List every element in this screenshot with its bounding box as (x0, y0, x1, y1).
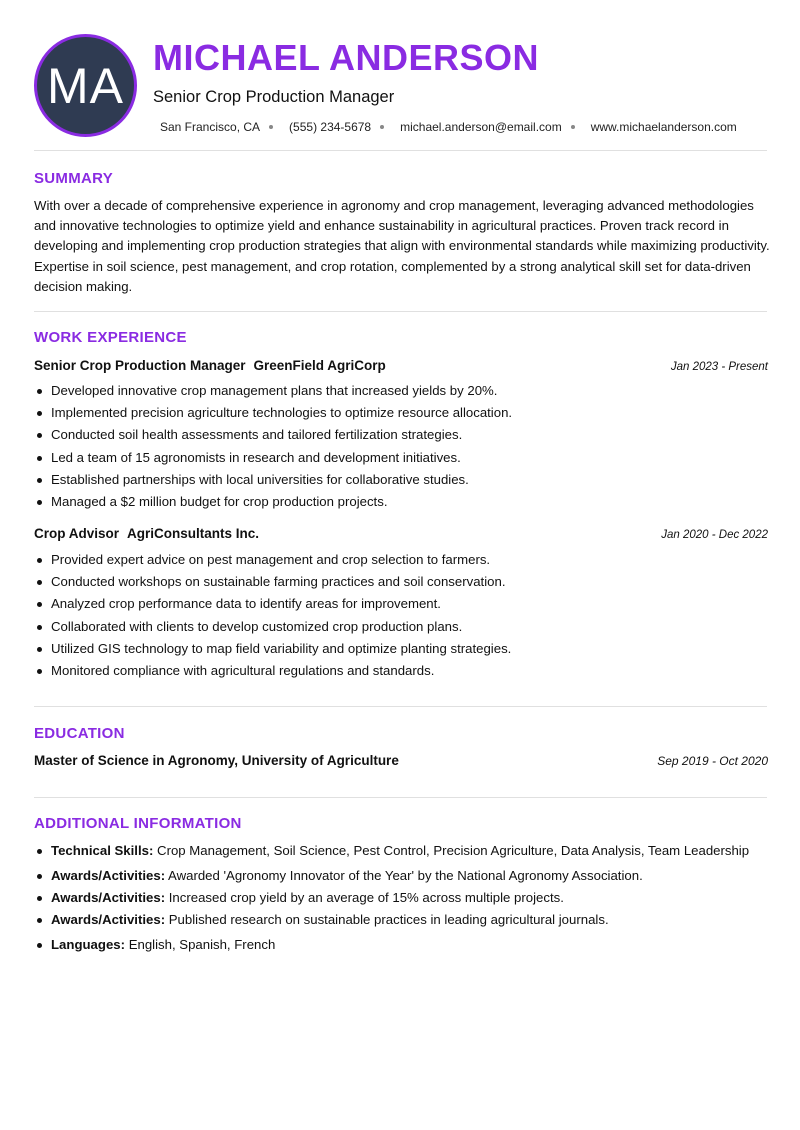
separator-dot (269, 125, 273, 129)
candidate-name: MICHAEL ANDERSON (153, 37, 540, 78)
list-item: Established partnerships with local universities for collaborative studies. (34, 469, 768, 491)
job-bullets (34, 380, 768, 513)
contact-phone: (555) 234-5678 (289, 120, 372, 134)
summary-heading: SUMMARY (34, 170, 114, 187)
list-item: Conducted workshops on sustainable farming practices and soil conservation. (34, 571, 768, 593)
avatar-initials: MA (47, 57, 124, 114)
divider (34, 706, 767, 707)
candidate-title: Senior Crop Production Manager (153, 88, 395, 106)
separator-dot (380, 125, 384, 129)
list-item (34, 841, 768, 861)
item-text: Increased crop yield by an average of 15% across multiple projects. (168, 890, 564, 905)
separator-dot (571, 125, 575, 129)
divider (34, 150, 767, 151)
list-item: Utilized GIS technology to map field variability and optimize planting strategies. (34, 638, 768, 660)
job-header (34, 526, 768, 541)
contact-email[interactable]: michael.anderson@email.com (400, 120, 562, 134)
list-item (34, 935, 768, 955)
additional-info-list (34, 841, 768, 955)
item-text: English, Spanish, French (128, 937, 276, 952)
item-label: Technical Skills: (51, 843, 154, 858)
item-text: Crop Management, Soil Science, Pest Control, Precision Agriculture, Data Analysis, Team Leadership (157, 843, 750, 858)
job-dates: Jan 2023 - Present (670, 361, 768, 373)
divider (34, 797, 767, 798)
summary-text: With over a decade of comprehensive experience in agronomy and crop management, leveraging advanced methodologies and innovative technologies to optimize yield and enhance sustainability in agricultural practices. Proven track record in developing and implementing crop production strategies that align with environmental standards while maximizing productivity. Expertise in soil science, pest management, and crop rotation, complemented by a strong analytical skill set for data-driven decision making. (34, 198, 770, 294)
job-title-line (34, 358, 386, 373)
education-heading: EDUCATION (34, 725, 125, 742)
work-experience-heading: WORK EXPERIENCE (34, 329, 187, 346)
job-bullets (34, 549, 768, 682)
list-item: Managed a $2 million budget for crop production projects. (34, 491, 768, 513)
list-item (34, 910, 768, 930)
item-label: Awards/Activities: (51, 868, 166, 883)
additional-info-heading: ADDITIONAL INFORMATION (34, 815, 242, 832)
contact-location: San Francisco, CA (160, 120, 261, 134)
item-label: Awards/Activities: (51, 912, 166, 927)
item-text: Awarded 'Agronomy Innovator of the Year' by the National Agronomy Association. (168, 868, 643, 883)
list-item: Collaborated with clients to develop customized crop production plans. (34, 616, 768, 638)
job-company: AgriConsultants Inc. (127, 526, 260, 541)
list-item: Led a team of 15 agronomists in research and development initiatives. (34, 447, 768, 469)
divider (34, 311, 767, 312)
list-item: Monitored compliance with agricultural regulations and standards. (34, 660, 768, 682)
list-item: Analyzed crop performance data to identify areas for improvement. (34, 593, 768, 615)
education-dates: Sep 2019 - Oct 2020 (657, 754, 768, 768)
list-item (34, 866, 768, 886)
education-degree: Master of Science in Agronomy, University of Agriculture (34, 753, 399, 768)
list-item (34, 888, 768, 908)
avatar (34, 34, 137, 137)
job-header (34, 358, 768, 373)
job-title: Senior Crop Production Manager (34, 358, 246, 373)
list-item: Developed innovative crop management plans that increased yields by 20%. (34, 380, 768, 402)
list-item: Implemented precision agriculture technologies to optimize resource allocation. (34, 402, 768, 424)
list-item: Conducted soil health assessments and tailored fertilization strategies. (34, 424, 768, 446)
job-company: GreenField AgriCorp (253, 358, 386, 373)
job-title-line (34, 526, 259, 541)
education-entry (34, 753, 768, 768)
contact-website[interactable]: www.michaelanderson.com (590, 120, 737, 134)
list-item: Provided expert advice on pest management and crop selection to farmers. (34, 549, 768, 571)
item-label: Awards/Activities: (51, 890, 166, 905)
contact-line (160, 120, 737, 134)
job-title: Crop Advisor (34, 526, 120, 541)
item-label: Languages: (51, 937, 126, 952)
job-dates: Jan 2020 - Dec 2022 (661, 529, 768, 541)
item-text: Published research on sustainable practices in leading agricultural journals. (168, 912, 609, 927)
